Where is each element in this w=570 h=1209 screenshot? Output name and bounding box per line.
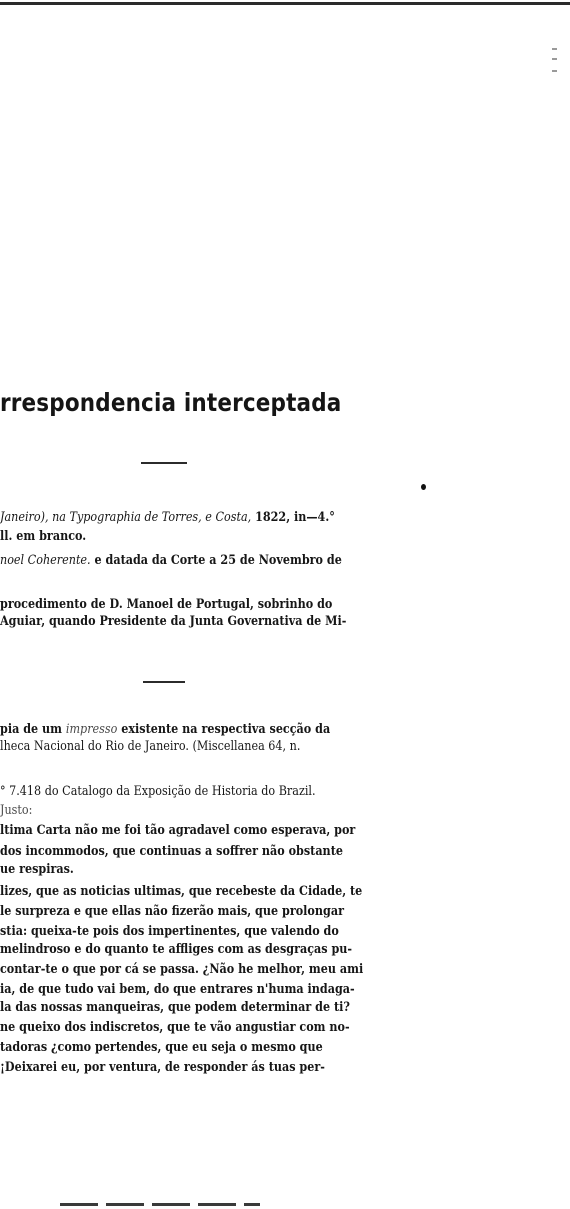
edge-mark — [552, 70, 557, 72]
source-text: existente na respectiva secção da — [117, 722, 331, 737]
letter-line: la das nossas manqueiras, que podem determinar de ti? — [0, 1000, 350, 1015]
letter-line: ¡Deixarei eu, por ventura, de responder ás tuas per- — [0, 1060, 325, 1075]
letter-line: lizes, que as noticias ultimas, que recebeste da Cidade, te — [0, 884, 363, 899]
imprint-line — [0, 553, 342, 569]
letter-line: ltima Carta não me foi tão agradavel como esperava, por — [0, 823, 356, 838]
bottom-edge-marks — [60, 1203, 260, 1206]
letter-line: ne queixo dos indiscretos, que te vão angustiar com no- — [0, 1020, 350, 1035]
source-line: ° 7.418 do Catalogo da Exposição de Historia do Brazil. — [0, 784, 316, 799]
source-line: Justo: — [0, 803, 33, 818]
letter-line: dos incommodos, que continuas a soffrer não obstante — [0, 844, 343, 859]
letter-line: melindroso e do quanto te affliges com as desgraças pu- — [0, 942, 353, 957]
imprint-text: Janeiro), na Typographia de Torres, e Costa, — [0, 510, 252, 525]
edge-mark — [552, 58, 557, 60]
source-text: pia de um — [0, 722, 66, 737]
letter-line: ia, de que tudo vai bem, do que entrares n'huma indaga- — [0, 982, 355, 997]
letter-line: le surpreza e que ellas não fizerão mais, que prolongar — [0, 904, 344, 919]
imprint-line: ll. em branco. — [0, 529, 87, 544]
ink-dot — [421, 484, 426, 490]
letter-line: tadoras ¿como pertendes, que eu seja o mesmo que — [0, 1040, 323, 1055]
page-title: rrespondencia interceptada — [0, 388, 342, 417]
separator — [143, 681, 185, 683]
letter-line: contar-te o que por cá se passa. ¿Não he melhor, meu ami — [0, 962, 364, 977]
imprint-text: e datada da Corte a 25 de Novembro de — [90, 553, 342, 568]
letter-line: stia: queixa-te pois dos impertinentes, que valendo do — [0, 924, 339, 939]
letter-line: ue respiras. — [0, 862, 74, 877]
source-line: lheca Nacional do Rio de Janeiro. (Miscellanea 64, n. — [0, 739, 301, 754]
separator — [141, 462, 187, 464]
imprint-text: 1822, in—4.° — [251, 510, 335, 525]
imprint-text: noel Coherente. — [0, 553, 91, 568]
top-rule — [0, 2, 570, 5]
summary-line: procedimento de D. Manoel de Portugal, sobrinho do — [0, 597, 333, 612]
edge-mark — [552, 48, 557, 50]
source-text: impresso — [65, 722, 118, 737]
imprint-line — [0, 510, 335, 526]
summary-line: Aguiar, quando Presidente da Junta Governativa de Mi- — [0, 614, 347, 629]
source-line — [0, 722, 330, 738]
